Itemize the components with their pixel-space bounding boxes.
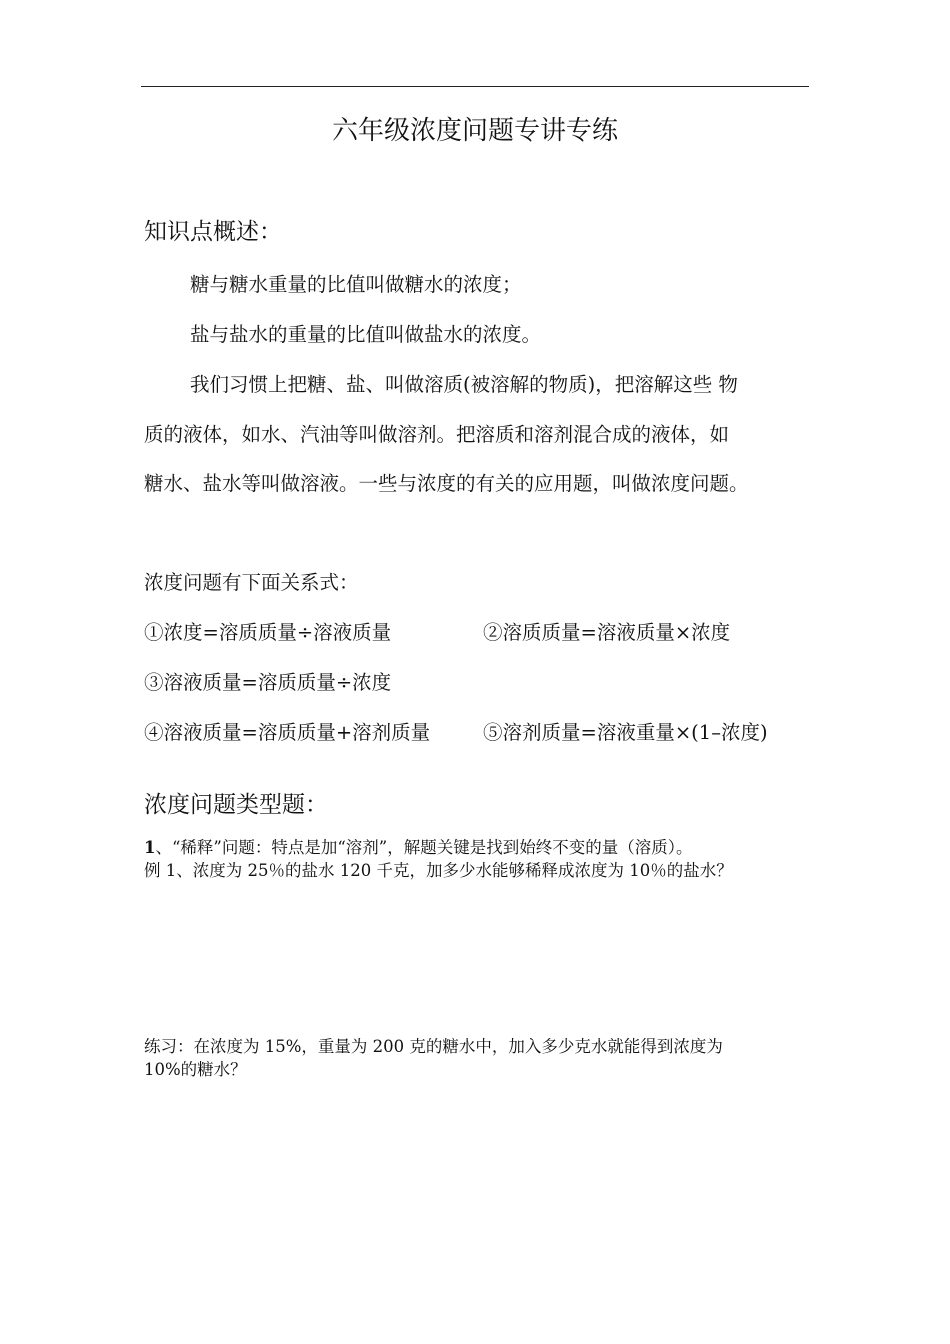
formula-5: ⑤溶剂质量=溶液重量×(1–浓度) <box>483 721 768 744</box>
overview-paragraph-line-1: 我们习惯上把糖、盐、叫做溶质(被溶解的物质)，把溶解这些 物 <box>190 373 738 396</box>
formula-2: ②溶质质量=溶液质量×浓度 <box>483 621 731 644</box>
page-title: 六年级浓度问题专讲专练 <box>331 116 618 146</box>
practice-line-2: 10%的糖水？ <box>144 1060 247 1079</box>
relations-heading: 浓度问题有下面关系式： <box>144 571 359 594</box>
practice-line-1: 练习：在浓度为 15%，重量为 200 克的糖水中，加入多少克水就能得到浓度为 <box>144 1037 723 1056</box>
formula-1: ①浓度=溶质质量÷溶液质量 <box>144 621 392 644</box>
overview-heading: 知识点概述： <box>144 219 282 245</box>
overview-line-2: 盐与盐水的重量的比值叫做盐水的浓度。 <box>190 323 542 346</box>
overview-paragraph-line-3: 糖水、盐水等叫做溶液。一些与浓度的有关的应用题，叫做浓度问题。 <box>144 472 749 495</box>
formula-3: ③溶液质量=溶质质量÷浓度 <box>144 671 392 694</box>
overview-paragraph-line-2: 质的液体，如水、汽油等叫做溶剂。把溶质和溶剂混合成的液体，如 <box>144 423 730 446</box>
type-1-description <box>144 837 810 859</box>
type-1-number: 1 <box>144 838 156 857</box>
formula-4: ④溶液质量=溶质质量+溶剂质量 <box>144 721 431 744</box>
example-1: 例 1、浓度为 25％的盐水 120 千克，加多少水能够稀释成浓度为 10％的盐水？ <box>144 861 733 880</box>
header-rule <box>141 86 809 87</box>
formula-row-3 <box>144 719 810 747</box>
formula-row-1 <box>144 619 810 647</box>
types-heading: 浓度问题类型题： <box>144 792 328 818</box>
type-1-text: 、“稀释”问题：特点是加“溶剂”，解题关键是找到始终不变的量（溶质）。 <box>155 838 693 857</box>
overview-line-1: 糖与糖水重量的比值叫做糖水的浓度； <box>190 273 522 296</box>
